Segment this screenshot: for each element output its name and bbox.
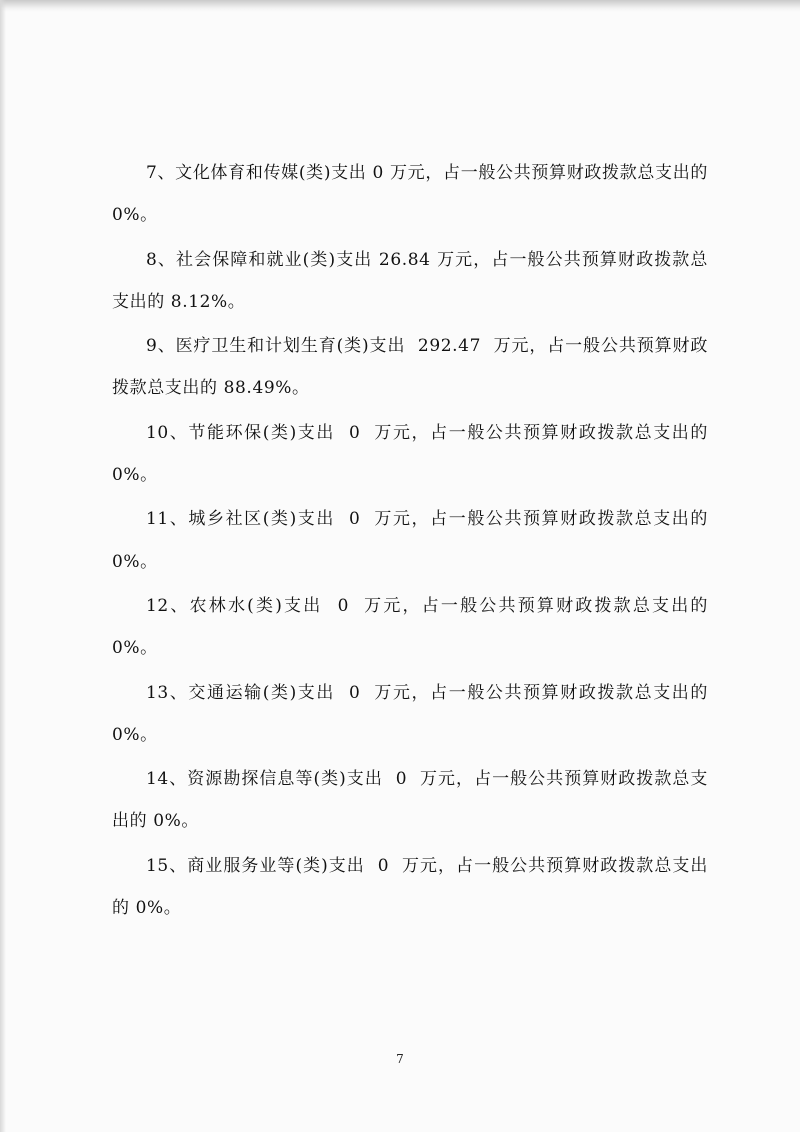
scan-edge-top	[0, 0, 800, 12]
page-number: 7	[396, 1052, 404, 1066]
paragraph-item-9: 9、医疗卫生和计划生育(类)支出 292.47 万元，占一般公共预算财政拨款总支出的 88.49%。	[112, 336, 708, 399]
paragraph-item-15: 15、商业服务业等(类)支出 0 万元，占一般公共预算财政拨款总支出的 0%。	[112, 855, 708, 919]
paragraph-item-14: 14、资源勘探信息等(类)支出 0 万元，占一般公共预算财政拨款总支出的 0%。	[112, 769, 708, 832]
paragraph-item-10: 10、节能环保(类)支出 0 万元，占一般公共预算财政拨款总支出的 0%。	[112, 422, 715, 486]
paragraph-item-8: 8、社会保障和就业(类)支出 26.84 万元，占一般公共预算财政拨款总支出的 8.12%。	[112, 249, 708, 312]
paragraph-item-12: 12、农林水(类)支出 0 万元，占一般公共预算财政拨款总支出的 0%。	[112, 595, 715, 659]
paragraph-item-13: 13、交通运输(类)支出 0 万元，占一般公共预算财政拨款总支出的 0%。	[112, 682, 715, 745]
paragraph-item-7: 7、文化体育和传媒(类)支出 0 万元，占一般公共预算财政拨款总支出的 0%。	[112, 163, 715, 226]
scan-edge-left	[0, 0, 6, 1132]
document-body	[112, 152, 715, 931]
paragraph-item-11: 11、城乡社区(类)支出 0 万元，占一般公共预算财政拨款总支出的 0%。	[112, 509, 715, 572]
